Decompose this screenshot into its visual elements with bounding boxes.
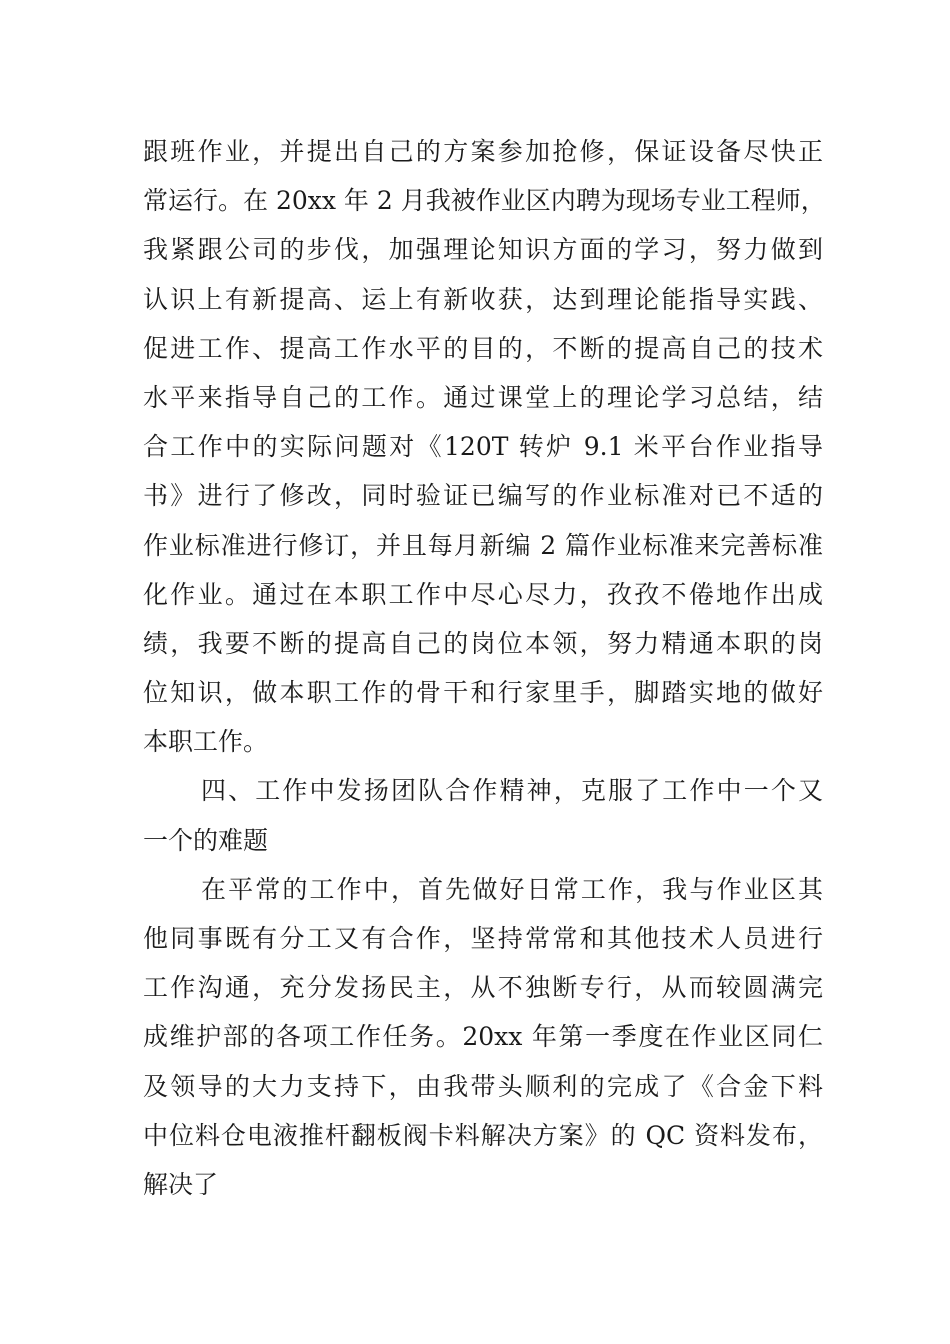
- text-line-3: 我紧跟公司的步伐，加强理论知识方面的学习，努力做到: [143, 235, 823, 265]
- text-line-1: 跟班作业，并提出自己的方案参加抢修，保证设备尽快正: [143, 137, 823, 166]
- text-line-7: 合工作中的实际问题对《120T 转炉 9.1 米平台作业指导: [143, 432, 823, 462]
- text-line-11: 绩，我要不断的提高自己的岗位本领，努力精通本职的岗: [143, 628, 823, 658]
- text-line-8: 书》进行了修改，同时验证已编写的作业标准对已不适的: [143, 481, 823, 511]
- text-line-13: 本职工作。: [143, 727, 269, 757]
- text-line-2: 常运行。在 20xx 年 2 月我被作业区内聘为现场专业工程师，: [143, 186, 826, 216]
- text-line-21: 中位料仓电液推杆翻板阀卡料解决方案》的 QC 资料发布，: [143, 1120, 823, 1150]
- text-line-4: 认识上有新提高、运上有新收获，达到理论能指导实践、: [143, 284, 823, 314]
- text-line-22: 解决了: [143, 1169, 219, 1199]
- section-heading-4-cont: 一个的难题: [143, 825, 269, 855]
- text-line-5: 促进工作、提高工作水平的目的，不断的提高自己的技术: [143, 333, 823, 363]
- text-line-18: 工作沟通，充分发扬民主，从不独断专行，从而较圆满完: [143, 973, 823, 1003]
- text-line-9: 作业标准进行修订，并且每月新编 2 篇作业标准来完善标准: [143, 530, 823, 560]
- body-text: [143, 127, 826, 1209]
- text-line-10: 化作业。通过在本职工作中尽心尽力，孜孜不倦地作出成: [143, 579, 823, 609]
- text-line-16: 在平常的工作中，首先做好日常工作，我与作业区其: [201, 874, 823, 904]
- section-heading-4: 四、工作中发扬团队合作精神，克服了工作中一个又: [201, 776, 823, 806]
- text-line-12: 位知识，做本职工作的骨干和行家里手，脚踏实地的做好: [143, 678, 823, 708]
- text-line-20: 及领导的大力支持下，由我带头顺利的完成了《合金下料: [143, 1071, 823, 1101]
- text-line-6: 水平来指导自己的工作。通过课堂上的理论学习总结，结: [143, 382, 823, 412]
- text-line-19: 成维护部的各项工作任务。20xx 年第一季度在作业区同仁: [143, 1022, 823, 1052]
- text-line-17: 他同事既有分工又有合作，坚持常常和其他技术人员进行: [143, 924, 823, 953]
